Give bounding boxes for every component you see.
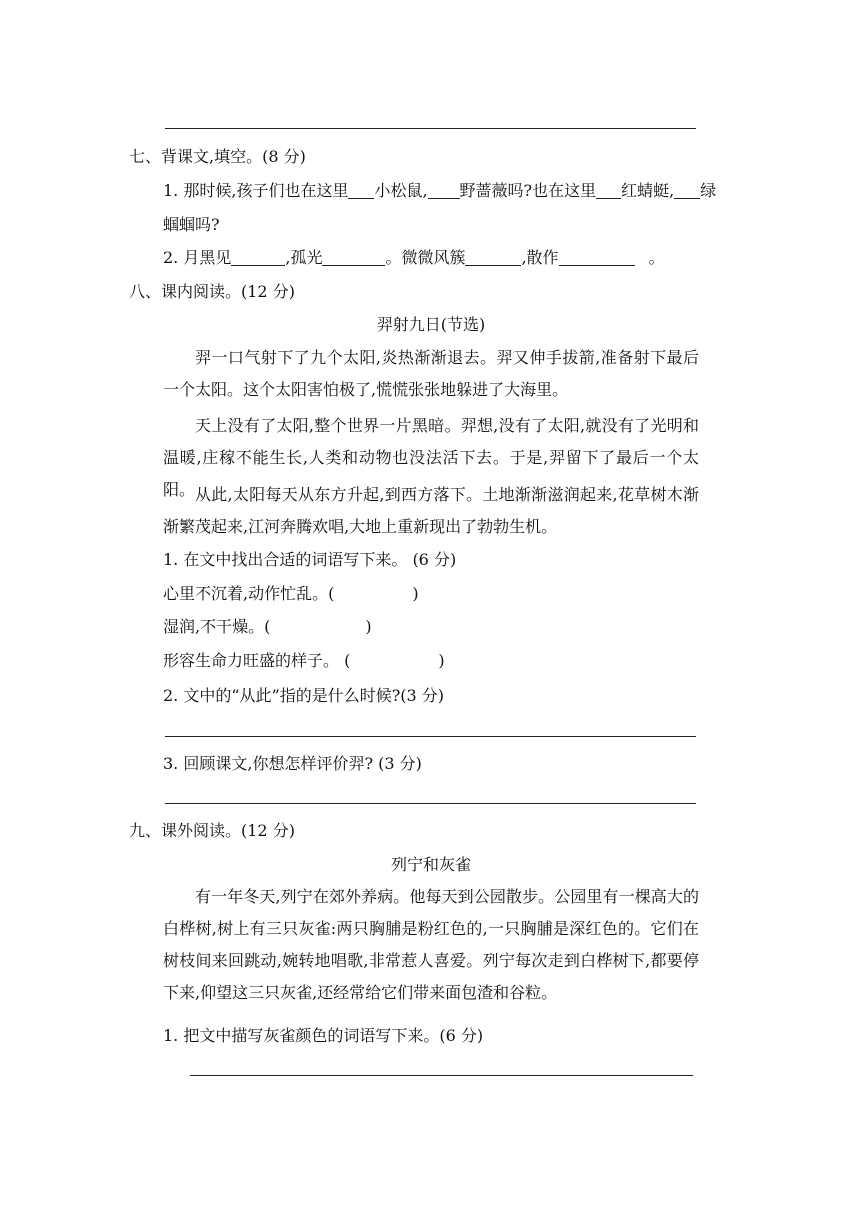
section8-q1-item: 湿润,不干燥。( ) [163, 617, 372, 636]
section8-q2: 2. 文中的“从此”指的是什么时候?(3 分) [163, 686, 445, 705]
fill-blank[interactable] [348, 182, 374, 199]
answer-line[interactable] [190, 1075, 693, 1076]
section8-q1-item: 心里不沉着,动作忙乱。( ) [163, 584, 419, 603]
answer-line[interactable] [165, 736, 696, 737]
passage-paragraph: 羿一口气射下了九个太阳,炎热渐渐退去。羿又伸手拔箭,准备射下最后一个太阳。这个太阳害怕极了,慌慌张张地躲进了大海里。 [163, 348, 699, 399]
fill-blank[interactable] [674, 182, 700, 199]
section8-q1-item: 形容生命力旺盛的样子。 ( ) [163, 651, 445, 670]
section8-q1-prompt: 1. 在文中找出合适的词语写下来。 (6 分) [163, 550, 457, 569]
section7-q1-line1: 1. 那时候,孩子们也在这里 小松鼠, 野蔷薇吗?也在这里 红蜻蜓, 绿 [163, 181, 717, 200]
section7-heading: 七、背课文,填空。(8 分) [129, 147, 306, 166]
fill-blank[interactable] [231, 249, 285, 266]
passage-paragraph: 从此,太阳每天从东方升起,到西方落下。土地渐渐滋润起来,花草树木渐渐繁茂起来,江河奔腾欢唱,大地上重新现出了勃勃生机。 [163, 485, 699, 536]
passage-title: 羿射九日(节选) [376, 315, 486, 334]
fill-blank[interactable] [428, 182, 460, 199]
section7-q2: 2. 月黑见 ,孤光 。微微风簇 ,散作 。 [163, 248, 665, 267]
section8-heading: 八、课内阅读。(12 分) [129, 282, 295, 301]
answer-line[interactable] [165, 803, 696, 804]
answer-line-top[interactable] [165, 128, 696, 129]
section9-q1: 1. 把文中描写灰雀颜色的词语写下来。(6 分) [163, 1026, 484, 1045]
section7-q1-line2: 蝈蝈吗? [163, 215, 220, 234]
fill-blank[interactable] [559, 249, 635, 266]
fill-blank[interactable] [596, 182, 621, 199]
fill-blank[interactable] [322, 249, 385, 266]
fill-blank[interactable] [465, 249, 521, 266]
section8-q3: 3. 回顾课文,你想怎样评价羿? (3 分) [163, 754, 422, 773]
passage-title: 列宁和灰雀 [390, 855, 471, 874]
passage-paragraph: 天上没有了太阳,整个世界一片黑暗。羿想,没有了太阳,就没有了光明和温暖,庄稼不能生长,人类和动物也没法活下去。于是,羿留下了最后一个太阳。 [163, 416, 699, 499]
passage-paragraph: 有一年冬天,列宁在郊外养病。他每天到公园散步。公园里有一棵高大的白桦树,树上有三只灰雀:两只胸脯是粉红色的,一只胸脯是深红色的。它们在树枝间来回跳动,婉转地唱歌,非常惹人喜爱。列宁每次走到白桦树下,都要停下来,仰望这三只灰雀,还经常给它们带来面包渣和谷粒。 [163, 887, 699, 1002]
section9-heading: 九、课外阅读。(12 分) [129, 821, 295, 840]
